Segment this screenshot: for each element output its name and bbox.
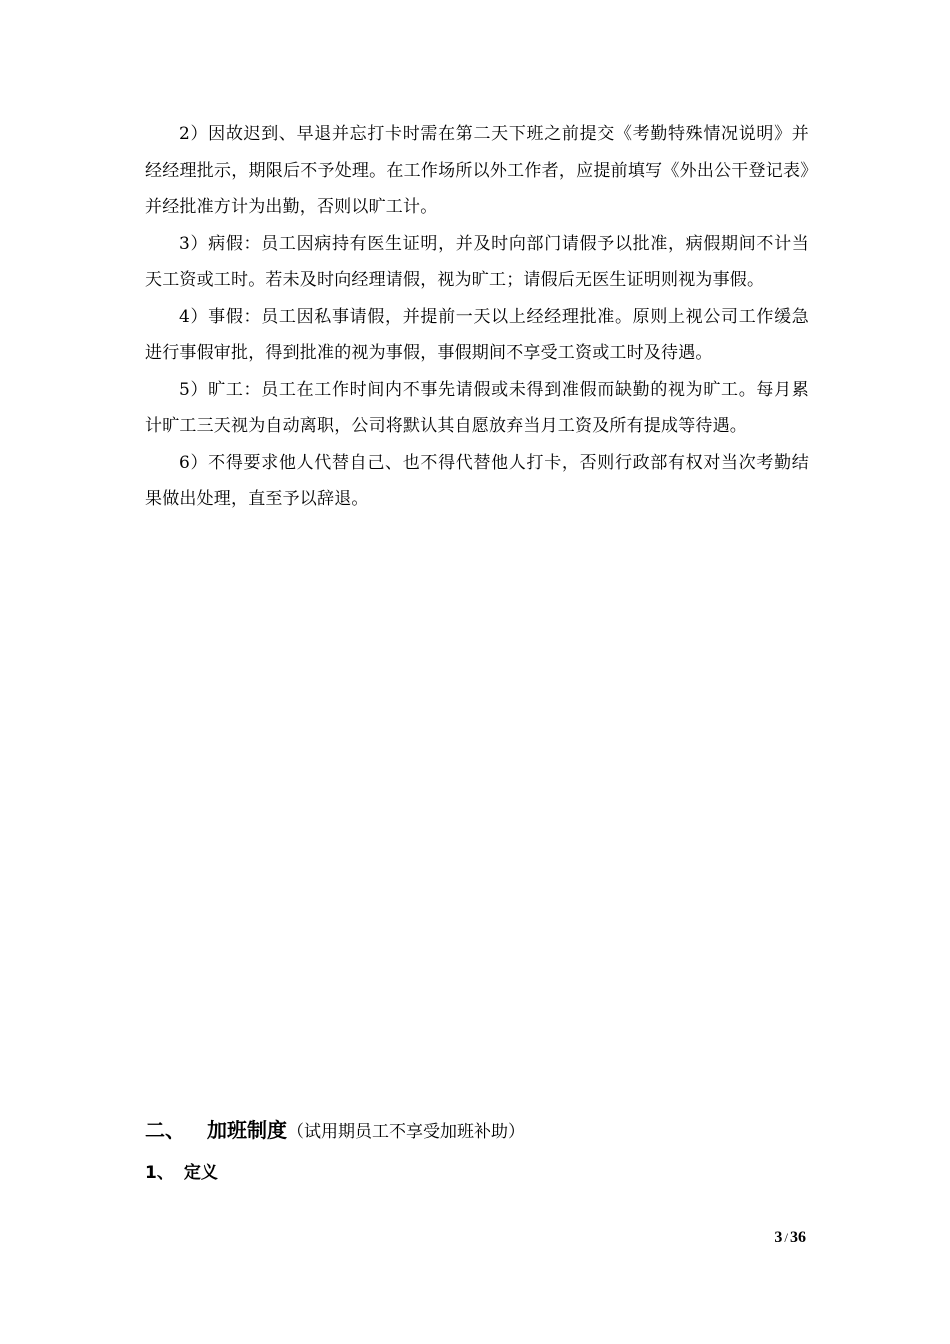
subsection-number: 1、 bbox=[145, 1163, 174, 1183]
subsection-title: 定义 bbox=[183, 1163, 218, 1183]
page-number-current: 3 bbox=[774, 1229, 783, 1246]
subsection-heading-definition bbox=[145, 1156, 218, 1190]
paragraph-sick-leave: 3）病假：员工因病持有医生证明，并及时向部门请假予以批准，病假期间不计当天工资或工时。若未及时向经理请假，视为旷工；请假后无医生证明则视为事假。 bbox=[145, 233, 809, 290]
paragraph-late-early-leave: 2）因故迟到、早退并忘打卡时需在第二天下班之前提交《考勤特殊情况说明》并经经理批示，期限后不予处理。在工作场所以外工作者，应提前填写《外出公干登记表》并经批准方计为出勤，否则以旷工计。 bbox=[145, 124, 809, 217]
section-title: 加班制度 bbox=[207, 1118, 287, 1142]
paragraph-absenteeism: 5）旷工：员工在工作时间内不事先请假或未得到准假而缺勤的视为旷工。每月累计旷工三天视为自动离职，公司将默认其自愿放弃当月工资及所有提成等待遇。 bbox=[145, 379, 809, 436]
section-note: （试用期员工不享受加班补助） bbox=[287, 1122, 525, 1142]
paragraph-proxy-punch: 6）不得要求他人代替自己、也不得代替他人打卡，否则行政部有权对当次考勤结果做出处理，直至予以辞退。 bbox=[145, 452, 809, 509]
body-text bbox=[145, 116, 809, 518]
section-number: 二、 bbox=[145, 1118, 185, 1142]
page-number-total: 36 bbox=[790, 1229, 806, 1246]
paragraph-personal-leave: 4）事假：员工因私事请假，并提前一天以上经经理批准。原则上视公司工作缓急进行事假审批，得到批准的视为事假，事假期间不享受工资或工时及待遇。 bbox=[145, 306, 809, 363]
page-number-separator: / bbox=[784, 1230, 788, 1245]
page-number bbox=[740, 1226, 806, 1250]
section-heading-overtime bbox=[145, 1112, 525, 1150]
